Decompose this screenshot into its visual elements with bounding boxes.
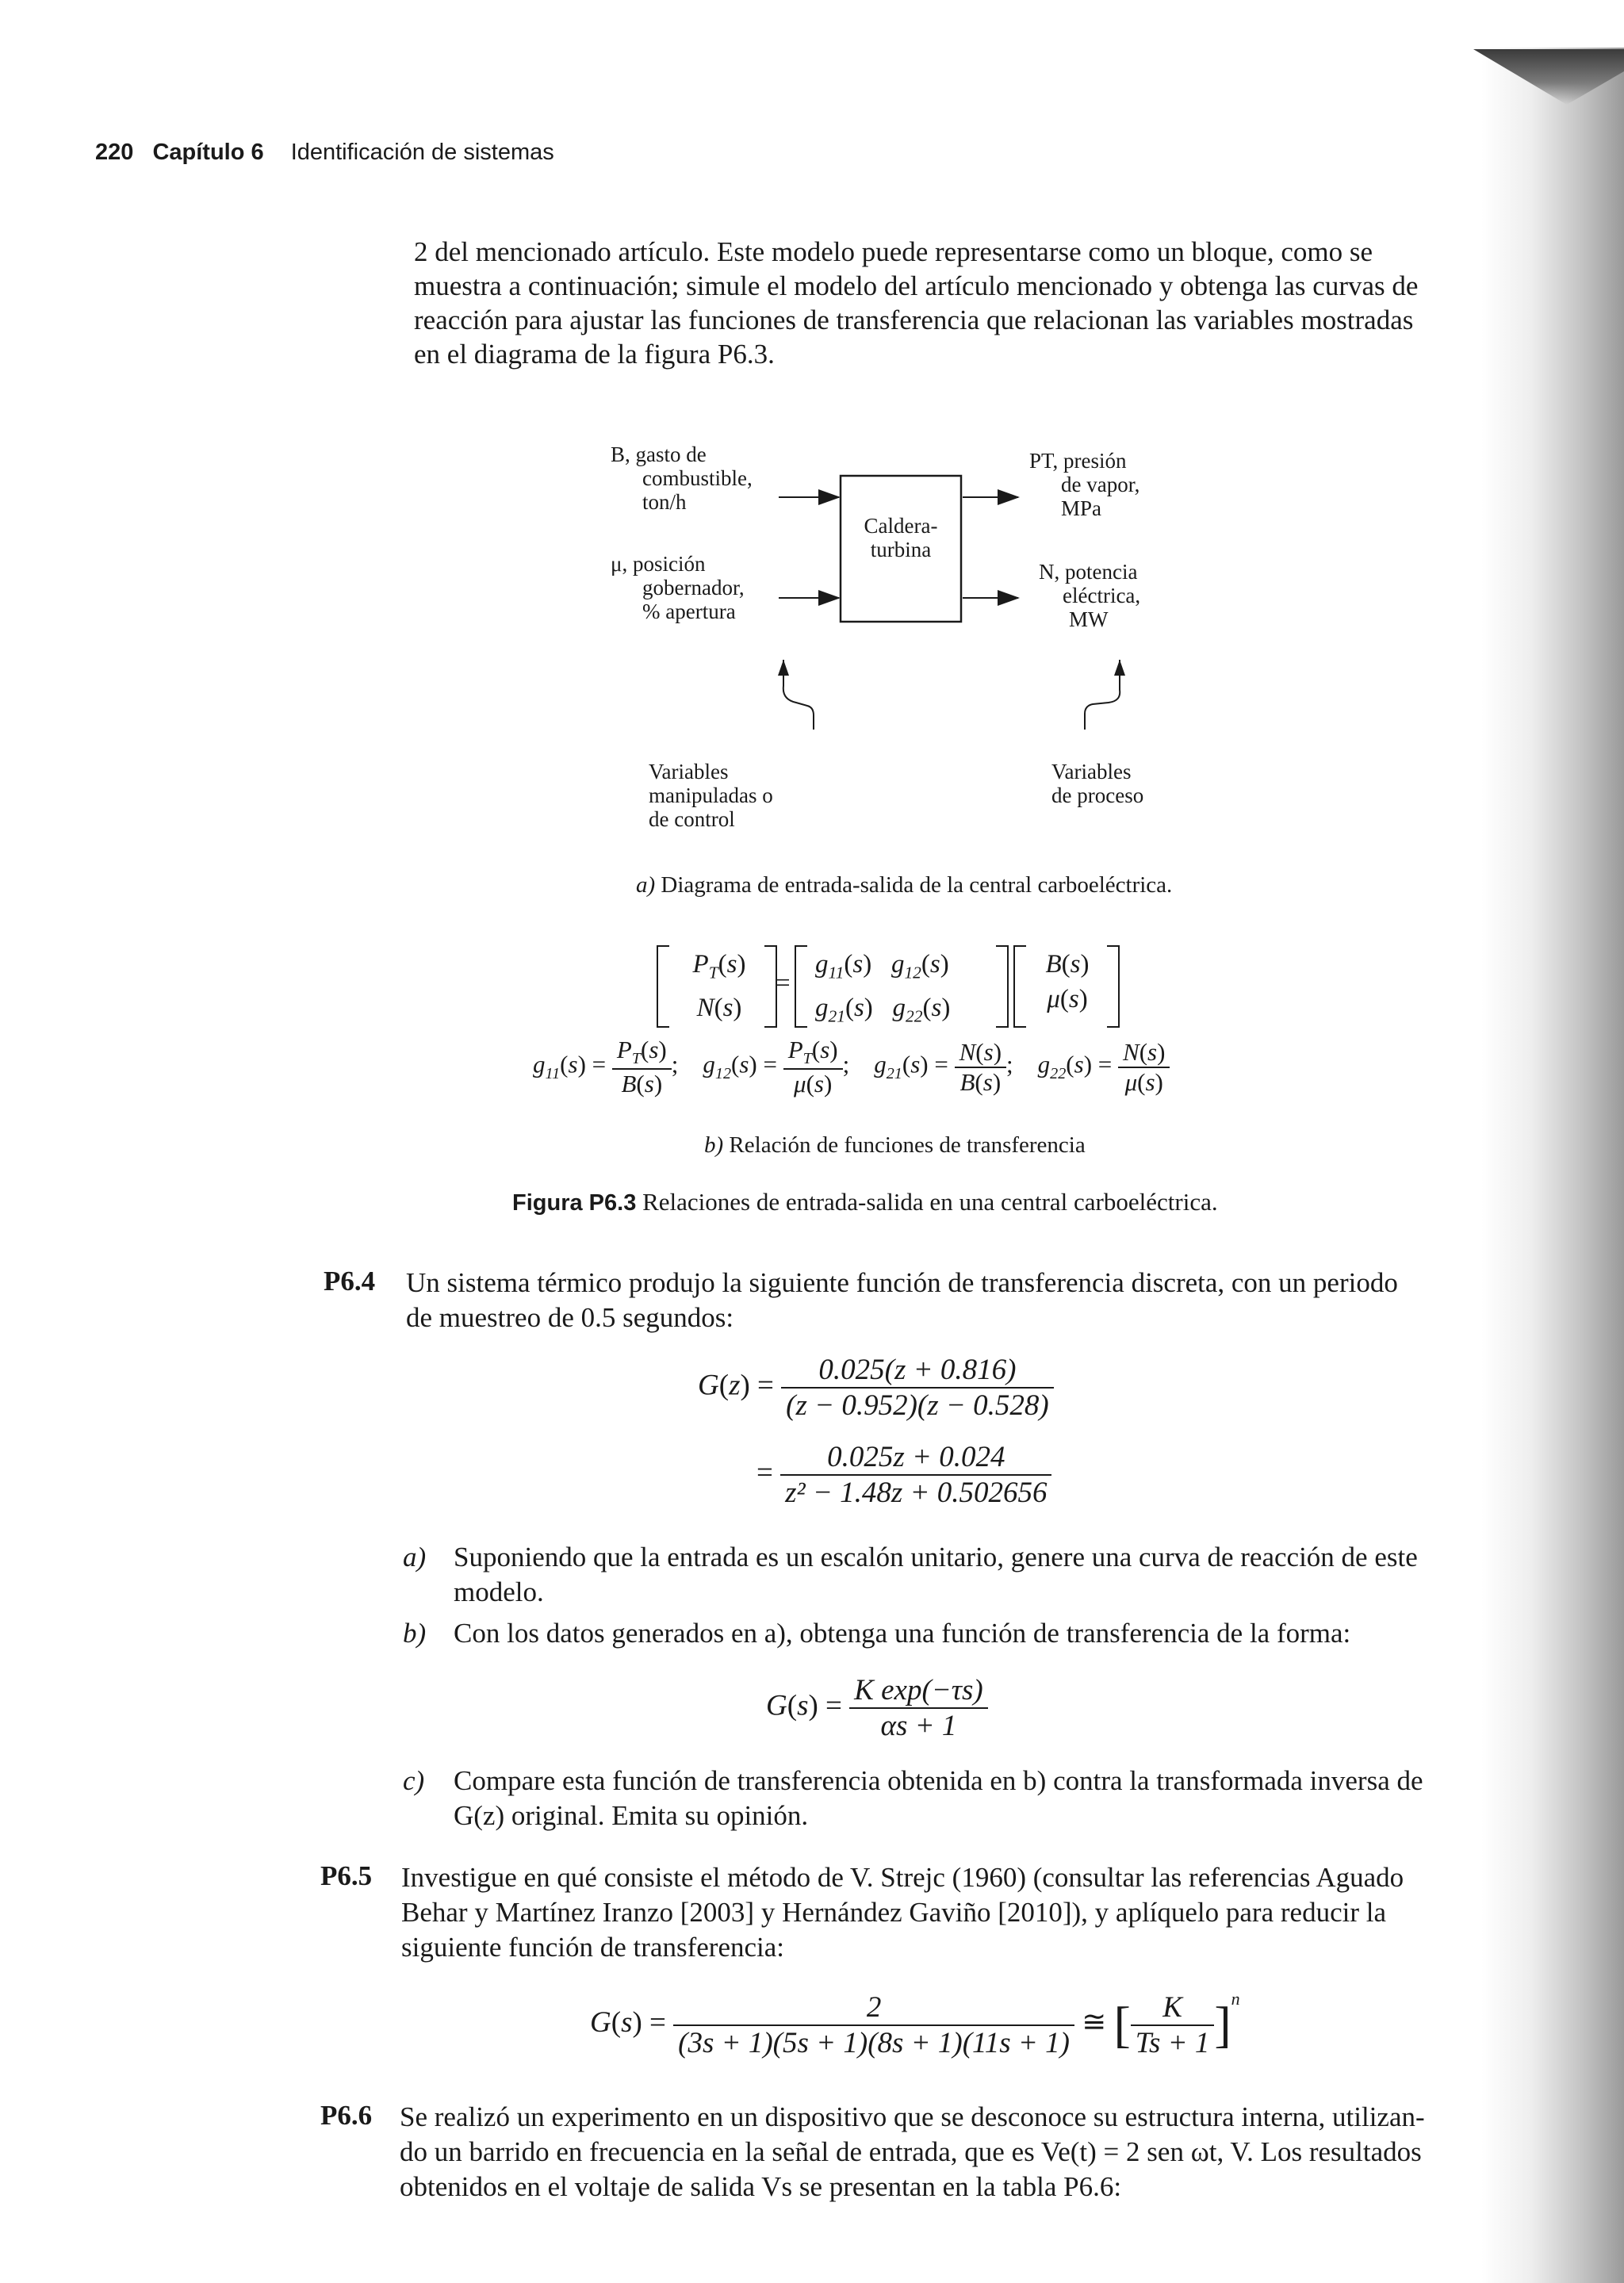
matrix-bracket-right [1107,945,1120,1028]
strejc-equation: G(s) = $\frac{2}{(3s + 1)(5s + 1)(8s + 1)(11s + 1)}$ ≅ [ $\frac{K}{Ts + 1}$ ]$^n$ [590,1989,1240,2059]
matrix-bracket-right [996,945,1009,1028]
problem-label-p64: P6.4 [324,1266,376,1297]
text-line: reacción para ajustar las funciones de transferencia que relacionan las variables mostradas [414,305,1414,335]
text-line: gobernador, [642,576,745,599]
gain-matrix: $g_{11}(s)$ $g_{12}(s)$ $g_{21}(s)$ $g_{22}(s)$ [815,950,951,1026]
text-line: B, gasto de [611,442,707,466]
approx-denominator: Ts + 1 [1135,2026,1210,2059]
manipulated-arrowhead [778,660,789,676]
figure-label: Figura P6.3 [512,1190,637,1216]
text-line: Investigue en qué consiste el método de V. Strejc (1960) (consultar las referencias Aguado [401,1862,1404,1893]
output-pt-label [1029,449,1204,520]
p64-item-a [403,1540,1465,1613]
text-line: ton/h [642,490,687,514]
caption-b [704,1132,1086,1159]
figure-caption [512,1188,1218,1216]
strejc-denominator: (3s + 1)(5s + 1)(8s + 1)(11s + 1) [678,2026,1070,2059]
text-line: de control [649,807,735,831]
matrix-bracket-left [657,945,669,1028]
text-line: en el diagrama de la figura P6.3. [414,339,775,370]
process-pointer [1085,660,1120,730]
input-vector: B(s) μ(s) [1045,950,1090,1013]
gz-equation-1: G(z) = $\frac{0.025(z + 0.816)}{(z - 0.952)(z - 0.528)}$ [698,1353,1054,1423]
gs-equation: G(s) = $\frac{\text{K exp(−τs)}}{\alpha s + 1}$ [766,1673,988,1743]
intro-paragraph [414,235,1461,377]
problem-p66-text [400,2100,1470,2206]
caption-a [636,872,1172,898]
text-line: de muestreo de 0.5 segundos: [406,1302,734,1333]
manipulated-variables-label [649,760,839,831]
caption-b-letter: b) [704,1132,724,1158]
output-n-label [1039,560,1213,631]
text-line: 2 del mencionado artículo. Este modelo puede representarse como un bloque, como se [414,236,1373,267]
gz-equation-2: = $\frac{0.025z + 0.024}{\text{z² − 1.48z + 0.502656}}$ [756,1440,1051,1510]
text-line: Variables [649,760,729,783]
equals-sign: = [776,969,791,998]
text-line: muestra a continuación; simule el modelo del artículo mencionado y obtenga las curvas de [414,270,1419,301]
text-line: Variables [1051,760,1132,783]
matrix-bracket-left [795,945,807,1028]
item-letter: b) [403,1618,427,1649]
p64-item-c [403,1764,1465,1837]
text-line: turbina [870,538,932,561]
gz2-denominator: z² − 1.48z + 0.502656 [785,1477,1048,1509]
text-line: % apertura [642,599,736,623]
gz-denominator: (z − 0.952)(z − 0.528) [786,1389,1049,1422]
text-line: MW [1069,607,1109,631]
text-line: Un sistema térmico produjo la siguiente función de transferencia discreta, con un periodo [406,1267,1398,1298]
text-line: Behar y Martínez Iranzo [2003] y Hernández Gaviño [2010]), y aplíquelo para reducir la [401,1897,1386,1928]
approx-exponent: n [1231,1989,1240,2009]
text-line: G(z) original. Emita su opinión. [454,1800,809,1831]
text-line: modelo. [454,1576,544,1607]
process-variables-label [1051,760,1210,807]
text-line: Con los datos generados en a), obtenga una función de transferencia de la forma: [454,1618,1351,1649]
text-line: de proceso [1051,783,1144,807]
item-letter: a) [403,1542,427,1572]
gz2-numerator: 0.025z + 0.024 [780,1440,1051,1476]
text-line: eléctrica, [1063,584,1141,607]
matrix-bracket-left [1013,945,1026,1028]
page-number: 220 [95,140,134,165]
text-line: μ, posición [611,552,706,576]
output-vector: $P_T(s)$ N(s) [692,950,746,1022]
transfer-definitions: $g_{11}(s)$ = $\frac{P_T(s)}{B(s)}$ ; $g_{12}(s)$ = $\frac{P_T(s)}{\mu(s)}$ ; $g_{21}(s)$ = $\frac{N(s)}{B(s)}$ ; $g_{22}(s)$ = $\frac{N(s)}{\mu(s)}$ [533,1036,1170,1098]
text-line: PT, presión [1029,449,1127,473]
section-title: Identificación de sistemas [290,140,554,165]
text-line: combustible, [642,466,753,490]
item-letter: c) [403,1765,425,1796]
strejc-numerator: 2 [673,1990,1074,2026]
text-line: de vapor, [1061,473,1140,496]
p64-item-b [403,1616,1465,1653]
text-line: N, potencia [1039,560,1138,584]
caption-a-letter: a) [636,872,656,898]
text-line: manipuladas o [649,783,773,807]
text-line: siguiente función de transferencia: [401,1932,784,1963]
text-line: obtenidos en el voltaje de salida Vs se presentan en la tabla P6.6: [400,2171,1122,2202]
manipulated-pointer [783,660,814,730]
running-header [95,140,554,166]
problem-p65-text [401,1860,1464,1967]
problem-label-p66: P6.6 [320,2100,373,2131]
gs-numerator: K exp(−τs) [849,1673,988,1709]
page-binding-shadow [1481,48,1624,2283]
text-line: Suponiendo que la entrada es un escalón unitario, genere una curva de reacción de este [454,1542,1418,1572]
caption-a-text: Diagrama de entrada-salida de la central carboeléctrica. [655,872,1173,898]
gs-denominator: αs + 1 [880,1710,957,1742]
figure-caption-text: Relaciones de entrada-salida en una central carboeléctrica. [636,1188,1218,1216]
block-label [842,514,959,561]
approx-numerator: K [1131,1990,1215,2026]
problem-p64-text [406,1266,1461,1337]
gz-numerator: 0.025(z + 0.816) [781,1353,1054,1389]
problem-label-p65: P6.5 [320,1860,373,1891]
chapter-label: Capítulo 6 [152,140,264,165]
text-line: do un barrido en frecuencia en la señal de entrada, que es Ve(t) = 2 sen ωt, V. Los resultados [400,2136,1422,2167]
text-line: Se realizó un experimento en un dispositivo que se desconoce su estructura interna, utilizan- [400,2101,1425,2132]
process-arrowhead [1114,660,1125,676]
caption-b-text: Relación de funciones de transferencia [723,1132,1086,1158]
text-line: Caldera- [864,514,938,538]
text-line: MPa [1061,496,1102,520]
text-line: Compare esta función de transferencia obtenida en b) contra la transformada inversa de [454,1765,1423,1796]
